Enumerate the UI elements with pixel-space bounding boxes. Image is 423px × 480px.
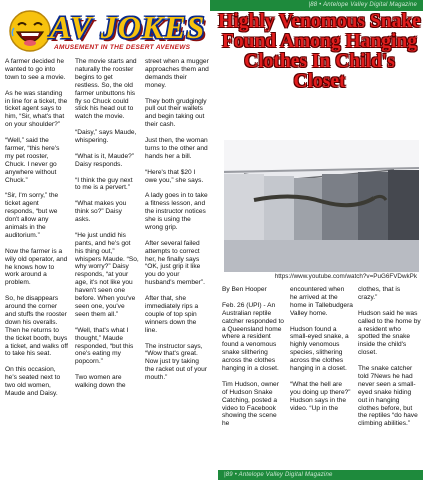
joke-paragraph: On this occasion, he's seated next to two old women, Maude and Daisy.	[5, 366, 61, 397]
article-headline: Highly Venomous Snake Found Among Hanging Clothes In Child's Closet	[218, 11, 421, 92]
joke-paragraph: They both grudgingly pull out their wallets and begin taking out their cash.	[145, 97, 207, 129]
joke-paragraph: Just then, the woman turns to the other and hands her a bill.	[145, 137, 208, 160]
joke-paragraph: “What makes you think so?” Daisy asks.	[75, 200, 127, 224]
joke-paragraph: “Here's that $20 I owe you,” she says.	[145, 168, 204, 184]
laughing-face-icon	[8, 8, 54, 54]
article-paragraph: Hudson said he was called to the home by a resident who spotted the snake inside the child's closet.	[358, 309, 421, 357]
joke-paragraph: After several failed attempts to correct her, he finally says “OK, just grip it like you do your husband's member”.	[145, 239, 205, 287]
article-column-3	[358, 286, 421, 436]
article-column-1	[222, 286, 285, 436]
av-jokes-logo	[8, 6, 206, 58]
joke-paragraph: “He just undid his pants, and he's got his thing out,” whispers Maude. “So, why worry?” Daisy responds, “at your age, it's not like you haven't seen one before. When you've seen one, you've seen them all.”	[75, 231, 139, 318]
logo-title: AV JOKES	[50, 9, 206, 45]
page-header-bar: |88 • Antelope Valley Digital Magazine	[210, 0, 423, 11]
joke-paragraph: Now the farmer is a wily old operator, and he knows how to work around a problem.	[5, 247, 68, 287]
joke-paragraph: “Well, that's what I thought,” Maude responded, “but this one's eating my popcorn.”	[75, 326, 134, 366]
joke-paragraph: street when a mugger approaches them and demands their money.	[145, 58, 209, 89]
article-paragraph: The snake catcher told 7News he had never seen a small-eyed snake hiding out in hanging clothes before, but the reptiles “do have climbing abilities.”	[358, 365, 418, 428]
joke-paragraph: So, he disappears around the corner and stuffs the rooster down his overalls. Then he returns to the ticket booth, buys a ticket, and walks off to take his seat.	[5, 295, 68, 358]
joke-paragraph: “I think the guy next to me is a pervert.”	[75, 176, 133, 192]
joke-paragraph: A farmer decided he wanted to go into town to see a movie.	[5, 58, 66, 81]
article-paragraph: Tim Hudson, owner of Hudson Snake Catching, posted a video to Facebook showing the scene he	[222, 380, 279, 428]
closet-snake-image	[224, 140, 419, 272]
joke-paragraph: “Daisy,” says Maude, whispering.	[75, 129, 137, 145]
article-byline: By Ben Hooper	[222, 286, 267, 293]
jokes-column-1	[5, 58, 69, 406]
jokes-column-2	[75, 58, 139, 398]
article-photo	[224, 140, 419, 272]
joke-paragraph: A lady goes in to take a fitness lesson, and the instructor notices she is using the wrong grip.	[145, 192, 208, 231]
jokes-column-3	[145, 58, 209, 390]
article-paragraph: Feb. 26 (UPI) - An Australian reptile catcher responded to a Queensland home where a resident found a venomous snake slithering across the clothes hanging in a closet.	[222, 301, 284, 373]
joke-paragraph: Two women are walking down the	[75, 374, 126, 390]
joke-paragraph: As he was standing in line for a ticket, the ticket agent says to him, “Sir, what's that on your shoulder?”	[5, 89, 68, 129]
joke-paragraph: The instructor says, “Wow that's great. Now just try taking the racket out of your mouth.”	[145, 342, 207, 382]
photo-source-url[interactable]: https://www.youtube.com/watch?v=PuG6FVDwkPk	[274, 273, 417, 280]
joke-paragraph: “Sir, I'm sorry,” the ticket agent responds, “but we don't allow any animals in the auditorium.”	[5, 192, 59, 239]
logo-subtitle: AMUSEMENT IN THE DESERT AVENEWS	[54, 44, 191, 51]
joke-paragraph: “What is it, Maude?” Daisy responds.	[75, 152, 134, 168]
article-paragraph: encountered when he arrived at the home in Tallebudgera Valley home.	[290, 286, 353, 317]
joke-paragraph: “Well,” said the farmer, “this here's my pet rooster, Chuck. I never go anywhere without Chuck.”	[5, 137, 60, 184]
page-footer-bar: |89 • Antelope Valley Digital Magazine	[218, 470, 423, 480]
joke-paragraph: After that, she immediately rips a couple of top spin winners down the line.	[145, 295, 199, 334]
joke-paragraph: The movie starts and naturally the rooster begins to get restless. So, the old farmer unbuttons his fly so Chuck could stick his head out to watch the movie.	[75, 58, 137, 121]
article-paragraph: “What the hell are you doing up there?” Hudson says in the video. “Up in the	[290, 380, 351, 412]
article-paragraph: clothes, that is crazy.”	[358, 286, 401, 301]
article-column-2	[290, 286, 353, 420]
article-paragraph: Hudson found a small-eyed snake, a highly venomous species, slithering across the clothes hanging in a closet.	[290, 325, 349, 373]
